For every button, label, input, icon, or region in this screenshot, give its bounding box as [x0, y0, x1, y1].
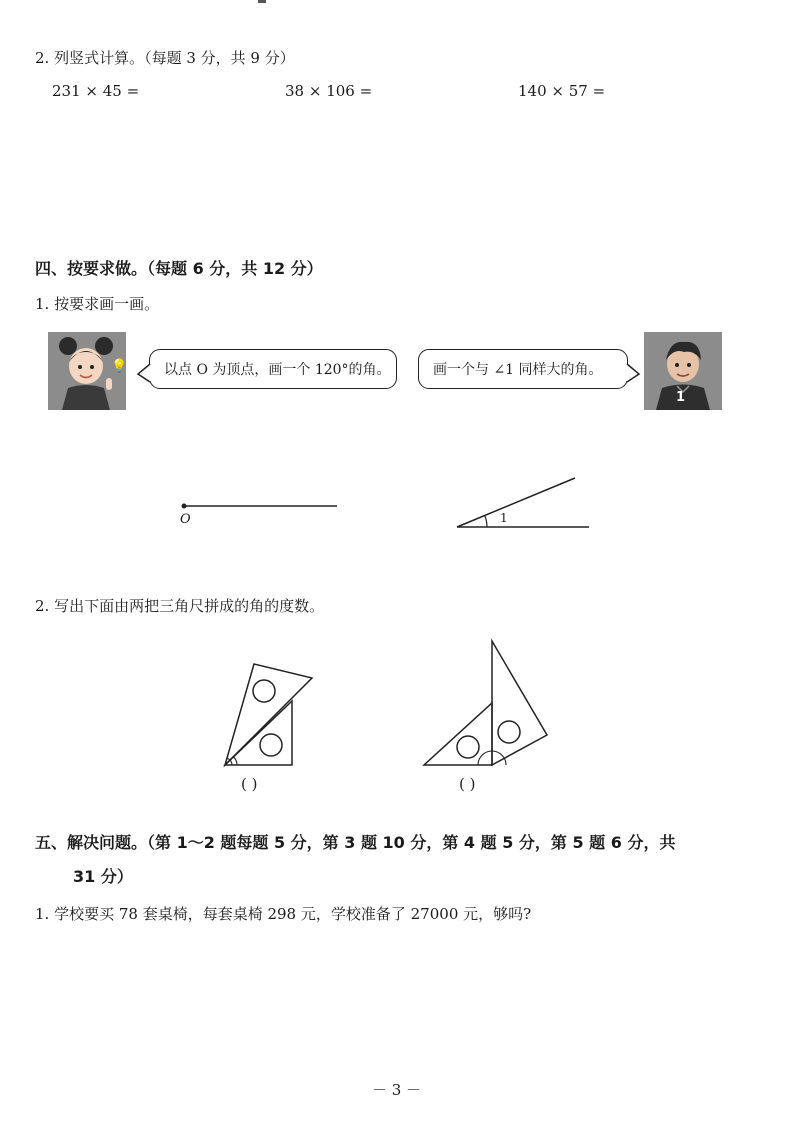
angle-1-figure — [457, 478, 589, 527]
section-5-q1: 1. 学校要买 78 套桌椅，每套桌椅 298 元，学校准备了 27000 元，够吗? — [35, 905, 532, 923]
answer-blank-left[interactable]: ( ) — [241, 775, 258, 793]
section-4-q2-title: 2. 写出下面由两把三角尺拼成的角的度数。 — [35, 597, 325, 615]
page-number: － 3 － — [371, 1081, 422, 1099]
section-5-title-line-2: 31 分） — [73, 867, 133, 886]
calc-problem-2: 38 × 106 = — [285, 82, 373, 100]
calc-question-title: 2. 列竖式计算。（每题 3 分，共 9 分） — [35, 49, 295, 67]
point-o-label: O — [180, 512, 191, 527]
angle-1-label: 1 — [500, 511, 508, 525]
boy-bubble-text: 画一个与 ∠1 同样大的角。 — [433, 362, 603, 378]
ray-from-point-o — [182, 504, 338, 509]
calc-problem-3: 140 × 57 = — [518, 82, 606, 100]
section-4-title: 四、按要求做。（每题 6 分，共 12 分） — [35, 259, 323, 278]
calc-problem-1: 231 × 45 = — [52, 82, 140, 100]
girl-bubble-text: 以点 O 为顶点，画一个 120°的角。 — [164, 362, 391, 378]
lightbulb-icon: 💡 — [111, 359, 128, 374]
section-4-q1-title: 1. 按要求画一画。 — [35, 295, 160, 313]
set-squares-left — [225, 664, 312, 765]
section-5-title-line-1: 五、解决问题。（第 1～2 题每题 5 分，第 3 题 10 分，第 4 题 5 分，第 5 题 6 分，共 — [35, 833, 676, 852]
set-squares-right — [424, 641, 547, 765]
answer-blank-right[interactable]: ( ) — [459, 775, 476, 793]
point-o — [182, 504, 187, 509]
jersey-number: 1 — [676, 390, 686, 405]
